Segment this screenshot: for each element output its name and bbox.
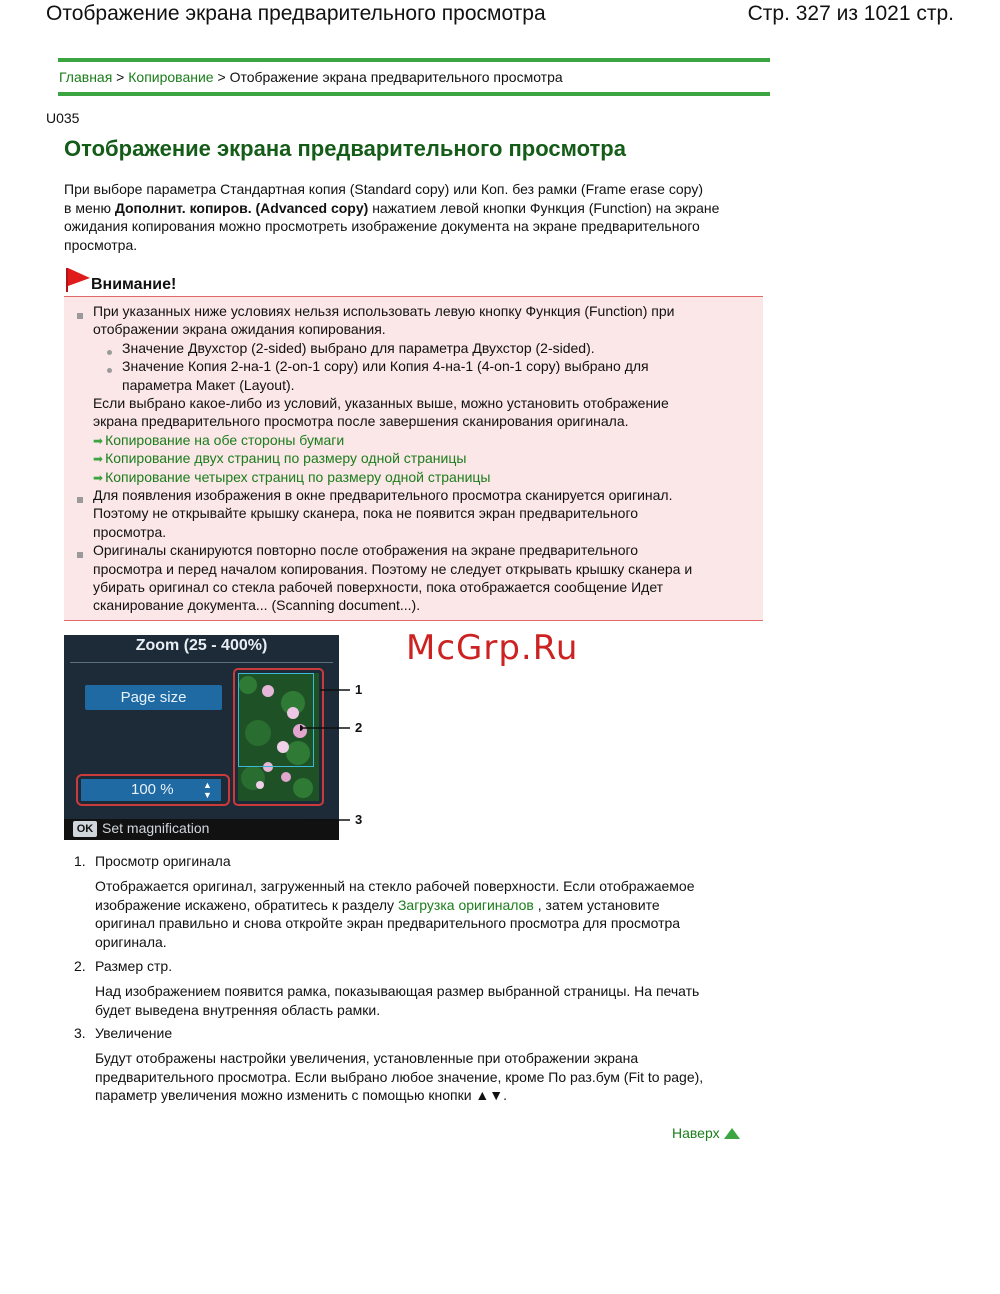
divider (70, 662, 333, 663)
up-triangle-icon (724, 1128, 740, 1139)
attention-line: Поэтому не открывайте крышку сканера, пока не появится экран предварительного (93, 505, 639, 522)
link-4on1-copy[interactable]: ➡ Копирование четырех страниц по размеру одной страницы (93, 468, 490, 487)
flag-icon (66, 268, 90, 292)
breadcrumb (58, 58, 770, 96)
attention-line: Для появления изображения в окне предварительного просмотра сканируется оригинал. (93, 487, 673, 503)
attention-box (64, 296, 763, 621)
bullet-icon (77, 552, 83, 558)
breadcrumb-home-link[interactable]: Главная (59, 69, 113, 85)
attention-line: При указанных ниже условиях нельзя использовать левую кнопку Функция (Function) при (93, 303, 675, 319)
ok-hint: Set magnification (102, 820, 210, 836)
page-header (0, 0, 1000, 34)
attention-line: сканирование документа... (Scanning document...). (93, 597, 421, 614)
bullet-icon (77, 313, 83, 319)
step-title: Увеличение (95, 1025, 173, 1041)
link-loading-originals[interactable]: Загрузка оригиналов (397, 896, 534, 913)
attention-line: просмотра и перед началом копирования. Поэтому не следует открывать крышку сканера и (93, 560, 693, 577)
intro-line: просмотра. (64, 236, 138, 253)
step-title: Просмотр оригинала (95, 853, 231, 869)
magnification-value: 100 % (131, 781, 174, 798)
attention-line: отображении экрана ожидания копирования. (93, 321, 386, 338)
callout-number: 1 (355, 682, 363, 697)
intro-paragraph (64, 180, 764, 254)
intro-line: ожидания копирования можно просмотреть изображение документа на экране предварительного (64, 218, 700, 234)
doc-code: U035 (46, 110, 80, 126)
arrow-right-icon: ➡ (93, 470, 104, 485)
intro-line: в меню Дополнит. копиров. (Advanced copy) нажатием левой кнопки Функция (Function) на экране (64, 199, 720, 216)
page-title: Отображение экрана предварительного просмотра (64, 136, 626, 161)
step-body: Будут отображены настройки увеличения, установленные при отображении экрана предварительного просмотра. Если выбрано любое значение, кроме По раз.бум (Fit to page), параметр увеличения можно изменить с помощью кнопки ▲▼. (95, 1050, 704, 1103)
step-title: Размер стр. (95, 958, 173, 974)
breadcrumb-current: Отображение экрана предварительного просмотра (229, 69, 563, 85)
attention-line: экрана предварительного просмотра после завершения сканирования оригинала. (93, 413, 629, 430)
attention-title: Внимание! (91, 276, 177, 293)
breadcrumb-section-link[interactable]: Копирование (128, 69, 214, 85)
link-two-sided-copy[interactable]: ➡ Копирование на обе стороны бумаги (93, 431, 344, 450)
attention-line: убирать оригинал со стекла рабочей поверхности, пока отображается сообщение Идет (93, 579, 664, 595)
step-number: 2. (74, 958, 86, 974)
bullet-icon (77, 497, 83, 503)
page-size-label: Page size (85, 685, 222, 710)
breadcrumb-separator: > (112, 69, 129, 85)
divider (58, 92, 770, 96)
attention-line: Значение Двухстор (2-sided) выбрано для параметра Двухстор (2-sided). (122, 339, 595, 356)
callout-number: 2 (355, 720, 363, 735)
menu-name: Дополнит. копиров. (Advanced copy) (114, 199, 369, 216)
callout-number: 3 (355, 812, 363, 827)
callouts (300, 670, 380, 835)
page-indicator: Стр. 327 из 1021 стр. (747, 2, 954, 25)
ok-button-icon: OK (73, 821, 97, 837)
zoom-title: Zoom (25 - 400%) (135, 637, 268, 654)
attention-line: параметра Макет (Layout). (122, 376, 295, 393)
sub-bullet-icon (107, 350, 112, 355)
ok-bar (64, 819, 339, 840)
step-body: Над изображением появится рамка, показывающая размер выбранной страницы. На печать будет выведена внутренняя область рамки. (95, 983, 700, 1018)
breadcrumb-separator: > (213, 69, 230, 85)
attention-line: Оригиналы сканируются повторно после отображения на экране предварительного (93, 542, 639, 559)
watermark: McGrp.Ru (406, 628, 579, 668)
back-to-top-link[interactable] (672, 1125, 740, 1141)
sub-bullet-icon (107, 368, 112, 373)
attention-line: просмотра. (93, 523, 167, 540)
step-number: 1. (74, 853, 86, 869)
step-body: Отображается оригинал, загруженный на стекло рабочей поверхности. Если отображаемое изображение искажено, обратитесь к разделу Загрузка оригиналов , затем установите оригинал правильно и снова откройте экран предварительного просмотра для просмотра оригинала. (95, 878, 695, 950)
link-2on1-copy[interactable]: ➡ Копирование двух страниц по размеру одной страницы (93, 449, 466, 468)
header-title: Отображение экрана предварительного просмотра (46, 2, 546, 25)
attention-line: Если выбрано какое-либо из условий, указанных выше, можно установить отображение (93, 395, 669, 411)
magnification-highlight (76, 774, 230, 806)
attention-line: Значение Копия 2-на-1 (2-on-1 copy) или Копия 4-на-1 (4-on-1 copy) выбрано для (122, 358, 649, 375)
callout-lines (300, 670, 380, 835)
intro-line: При выборе параметра Стандартная копия (Standard copy) или Коп. без рамки (Frame erase copy) (64, 181, 704, 197)
back-to-top-label: Наверх (672, 1125, 720, 1141)
lcd-screen-image (64, 635, 339, 840)
arrow-right-icon: ➡ (93, 452, 104, 467)
arrow-right-icon: ➡ (93, 433, 104, 448)
step-number: 3. (74, 1025, 86, 1041)
up-down-arrows-icon: ▲ ▼ (203, 780, 212, 800)
